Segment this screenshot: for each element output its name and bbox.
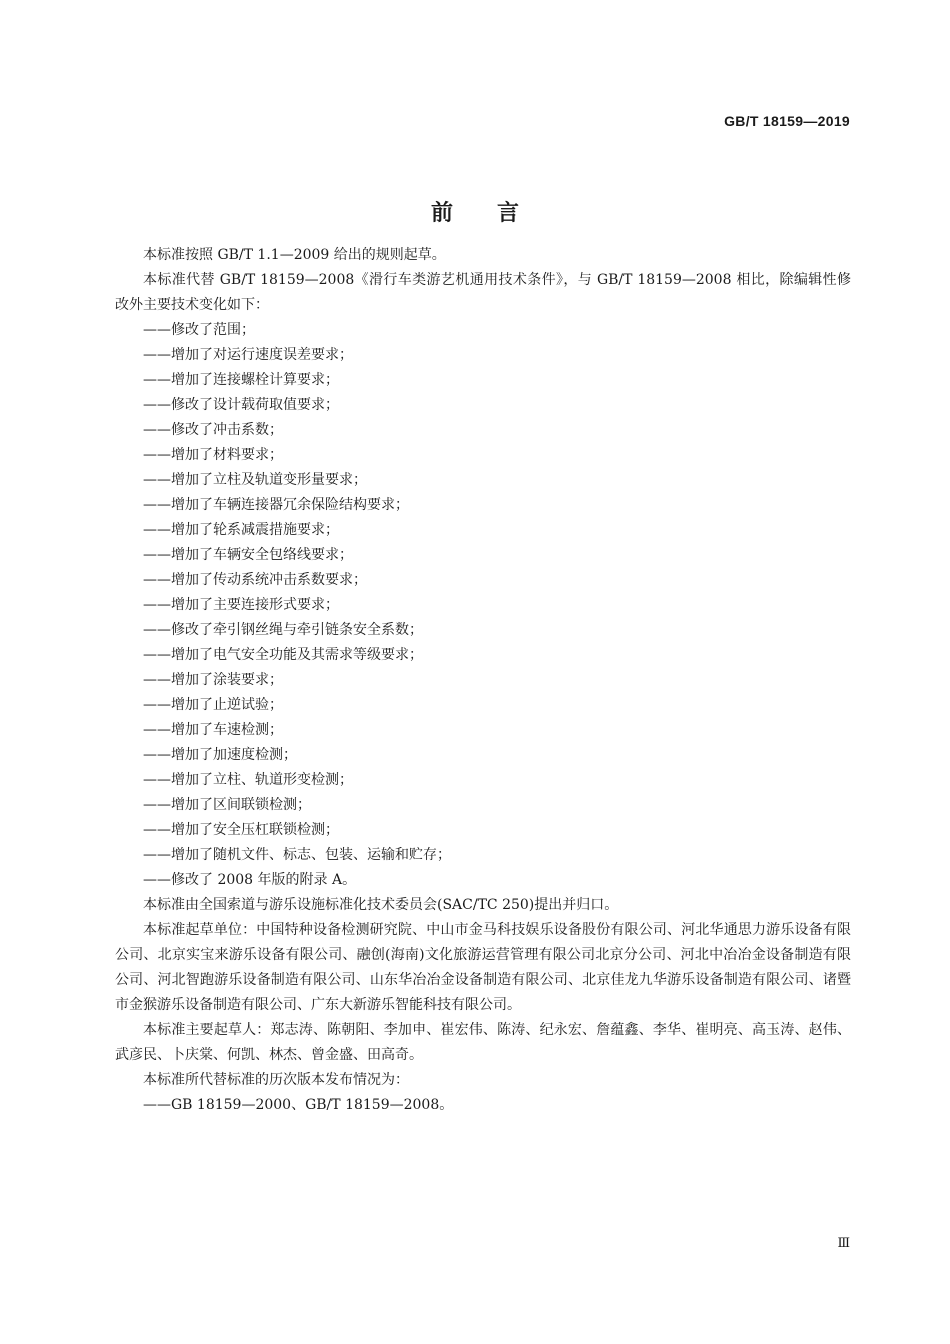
change-item: ——增加了车速检测； [143,722,283,738]
change-item: ——增加了传动系统冲击系数要求； [143,572,367,588]
change-item: ——增加了止逆试验； [143,697,283,713]
change-item: ——增加了安全压杠联锁检测； [143,822,339,838]
change-item: ——增加了立柱及轨道变形量要求； [143,472,367,488]
paragraph-history: ——GB 18159—2000、GB/T 18159—2008。 [143,1097,454,1113]
change-item: ——增加了加速度检测； [143,747,297,763]
paragraph-replaces: 本标准代替 GB/T 18159—2008《滑行车类游艺机通用技术条件》，与 GB/T 18159—2008 相比，除编辑性修改外主要技术变化如下： [115,272,851,313]
change-item: ——增加了主要连接形式要求； [143,597,339,613]
paragraph-basis: 本标准按照 GB/T 1.1—2009 给出的规则起草。 [143,247,446,263]
paragraph-history-intro: 本标准所代替标准的历次版本发布情况为： [143,1072,409,1088]
change-item: ——修改了冲击系数； [143,422,283,438]
paragraph-drafting-units: 本标准起草单位：中国特种设备检测研究院、中山市金马科技娱乐设备股份有限公司、河北华通思力游乐设备有限公司、北京实宝来游乐设备有限公司、融创(海南)文化旅游运营管理有限公司北京分公司、河北中冶冶金设备制造有限公司、河北智跑游乐设备制造有限公司、山东华冶冶金设备制造有限公司、北京佳龙九华游乐设备制造有限公司、诸暨市金猴游乐设备制造有限公司、广东大新游乐智能科技有限公司。 [115,922,851,1013]
change-item: ——增加了涂装要求； [143,672,283,688]
page-title: 前言 [430,201,563,226]
change-item: ——增加了随机文件、标志、包装、运输和贮存； [143,847,451,863]
change-item: ——修改了牵引钢丝绳与牵引链条安全系数； [143,622,423,638]
change-item: ——修改了 2008 年版的附录 A。 [143,872,357,888]
page-number: Ⅲ [837,1236,850,1251]
paragraph-drafters: 本标准主要起草人：郑志涛、陈朝阳、李加申、崔宏伟、陈涛、纪永宏、詹蕴鑫、李华、崔明亮、高玉涛、赵伟、武彦民、卜庆棠、何凯、林杰、曾金盛、田高奇。 [115,1022,851,1063]
change-item: ——修改了范围； [143,322,255,338]
paragraph-proposed-by: 本标准由全国索道与游乐设施标准化技术委员会(SAC/TC 250)提出并归口。 [143,897,619,913]
change-item: ——增加了区间联锁检测； [143,797,311,813]
change-item: ——增加了车辆安全包络线要求； [143,547,353,563]
document-body [115,243,851,1118]
change-item: ——增加了轮系减震措施要求； [143,522,339,538]
change-item: ——增加了材料要求； [143,447,283,463]
change-item: ——增加了连接螺栓计算要求； [143,372,339,388]
change-item: ——增加了车辆连接器冗余保险结构要求； [143,497,409,513]
changes-list [115,318,851,893]
change-item: ——增加了立柱、轨道形变检测； [143,772,353,788]
standard-code: GB/T 18159—2019 [724,113,850,129]
change-item: ——增加了对运行速度误差要求； [143,347,353,363]
change-item: ——修改了设计载荷取值要求； [143,397,339,413]
change-item: ——增加了电气安全功能及其需求等级要求； [143,647,423,663]
